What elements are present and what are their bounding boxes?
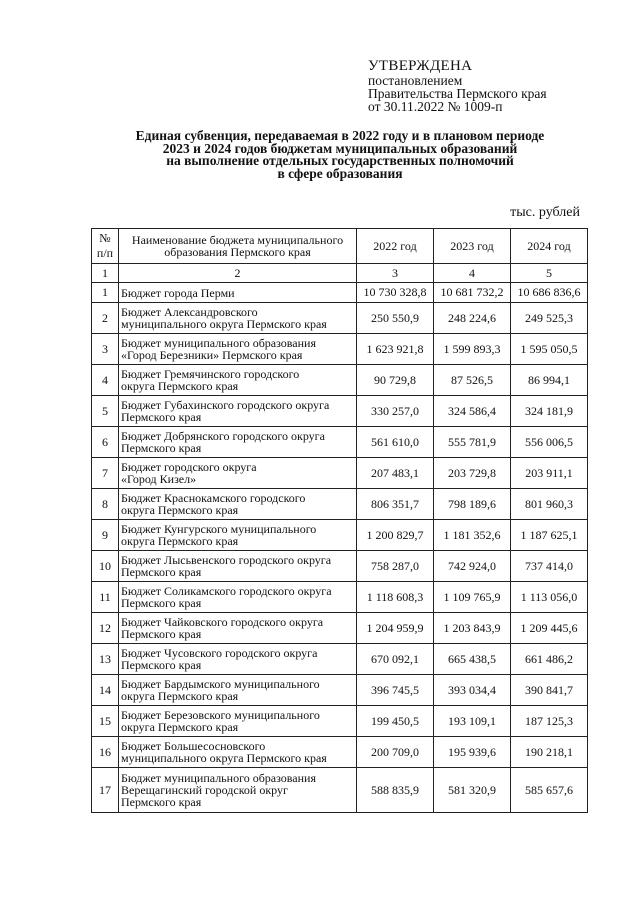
row-number: 10 [92, 551, 119, 582]
column-index-cell: 1 [92, 264, 119, 283]
amount-2023: 10 681 732,2 [434, 283, 511, 303]
row-number: 2 [92, 303, 119, 334]
budget-name [119, 582, 357, 613]
amount-2024: 1 187 625,1 [511, 520, 588, 551]
row-number: 9 [92, 520, 119, 551]
amount-2022: 10 730 328,8 [357, 283, 434, 303]
column-index-cell: 4 [434, 264, 511, 283]
column-index-cell: 2 [119, 264, 357, 283]
amount-2024: 1 209 445,6 [511, 613, 588, 644]
amount-2024: 187 125,3 [511, 706, 588, 737]
table-header-row [92, 229, 588, 264]
approval-heading: УТВЕРЖДЕНА [368, 58, 473, 74]
title-line-4: в сфере образования [277, 165, 403, 181]
table-row [92, 551, 588, 582]
row-number: 13 [92, 644, 119, 675]
budget-name-line: округа Пермского края [121, 503, 239, 517]
budget-name-line: Бюджет Бардымского муниципального [121, 677, 320, 691]
budget-name [119, 706, 357, 737]
budget-name-line: округа Пермского края [121, 720, 239, 734]
column-index-cell: 5 [511, 264, 588, 283]
table-row [92, 396, 588, 427]
budget-name [119, 283, 357, 303]
budget-name-line: Бюджет муниципального образования [121, 771, 316, 785]
budget-name [119, 489, 357, 520]
table-row [92, 706, 588, 737]
budget-name-line: Бюджет городского округа [121, 460, 257, 474]
table-row [92, 675, 588, 706]
amount-2022: 199 450,5 [357, 706, 434, 737]
table-row [92, 303, 588, 334]
amount-2023: 248 224,6 [434, 303, 511, 334]
column-index-cell: 3 [357, 264, 434, 283]
table-row [92, 737, 588, 768]
approval-line-resolution: постановлением [368, 73, 463, 88]
budget-name-line: Бюджет Березовского муниципального [121, 708, 320, 722]
budget-name-line: Пермского края [121, 627, 202, 641]
budget-name [119, 768, 357, 813]
amount-2024: 190 218,1 [511, 737, 588, 768]
row-number: 15 [92, 706, 119, 737]
row-number: 7 [92, 458, 119, 489]
title-line-3: на выполнение отдельных государственных полномочий [166, 153, 514, 168]
budget-name [119, 613, 357, 644]
amount-2022: 806 351,7 [357, 489, 434, 520]
amount-2024: 661 486,2 [511, 644, 588, 675]
budget-name-line: Пермского края [121, 565, 202, 579]
header-name-line-1: Наименование бюджета муниципального [131, 233, 344, 247]
budget-name-line: Бюджет Александровского [121, 305, 258, 319]
amount-2023: 393 034,4 [434, 675, 511, 706]
budget-name [119, 334, 357, 365]
amount-2022: 1 118 608,3 [357, 582, 434, 613]
amount-2024: 10 686 836,6 [511, 283, 588, 303]
subvention-table [91, 228, 588, 813]
amount-2023: 1 203 843,9 [434, 613, 511, 644]
amount-2023: 742 924,0 [434, 551, 511, 582]
budget-name-line: Пермского края [121, 596, 202, 610]
amount-2022: 90 729,8 [357, 365, 434, 396]
budget-name-line: Бюджет Краснокамского городского [121, 491, 306, 505]
budget-name-line: Пермского края [121, 441, 202, 455]
budget-name-line: Бюджет Добрянского городского округа [121, 429, 325, 443]
row-number: 4 [92, 365, 119, 396]
row-number: 8 [92, 489, 119, 520]
approval-line-government: Правительства Пермского края [368, 86, 547, 101]
budget-name [119, 303, 357, 334]
amount-2022: 588 835,9 [357, 768, 434, 813]
table-row [92, 283, 588, 303]
budget-name [119, 365, 357, 396]
amount-2023: 324 586,4 [434, 396, 511, 427]
budget-name-line: Бюджет Чайковского городского округа [121, 615, 324, 629]
amount-2022: 1 623 921,8 [357, 334, 434, 365]
amount-2023: 581 320,9 [434, 768, 511, 813]
budget-name [119, 737, 357, 768]
row-number: 1 [92, 283, 119, 303]
header-number-abbr: п/п [96, 246, 114, 260]
approval-line-date-number: от 30.11.2022 № 1009-п [368, 99, 503, 114]
header-number-symbol: № [99, 231, 111, 245]
title-line-2: 2023 и 2024 годов бюджетам муниципальных образований [162, 140, 518, 156]
budget-name [119, 520, 357, 551]
budget-name-line: Бюджет города Перми [121, 285, 235, 300]
row-number: 16 [92, 737, 119, 768]
amount-2024: 203 911,1 [511, 458, 588, 489]
header-number [92, 229, 119, 264]
budget-name-line: Пермского края [121, 658, 202, 672]
budget-name-line: муниципального округа Пермского края [121, 317, 327, 331]
table-row [92, 582, 588, 613]
budget-name-line: «Город Березники» Пермского края [121, 348, 303, 362]
budget-name [119, 458, 357, 489]
amount-2024: 585 657,6 [511, 768, 588, 813]
amount-2022: 670 092,1 [357, 644, 434, 675]
amount-2024: 737 414,0 [511, 551, 588, 582]
table-row [92, 365, 588, 396]
amount-2024: 556 006,5 [511, 427, 588, 458]
header-budget-name [119, 229, 357, 264]
budget-name-line: Бюджет Чусовского городского округа [121, 646, 318, 660]
units-label: тыс. рублей [510, 205, 580, 220]
amount-2022: 250 550,9 [357, 303, 434, 334]
amount-2022: 1 204 959,9 [357, 613, 434, 644]
budget-name-line: муниципального округа Пермского края [121, 751, 327, 765]
budget-name [119, 551, 357, 582]
amount-2022: 758 287,0 [357, 551, 434, 582]
amount-2022: 561 610,0 [357, 427, 434, 458]
amount-2023: 798 189,6 [434, 489, 511, 520]
budget-name-line: Верещагинский городской округ [121, 783, 288, 797]
row-number: 17 [92, 768, 119, 813]
budget-name-line: Бюджет Соликамского городского округа [121, 584, 332, 598]
amount-2022: 200 709,0 [357, 737, 434, 768]
amount-2023: 1 109 765,9 [434, 582, 511, 613]
budget-name-line: округа Пермского края [121, 689, 239, 703]
budget-name-line: Пермского края [121, 795, 202, 809]
amount-2023: 203 729,8 [434, 458, 511, 489]
row-number: 11 [92, 582, 119, 613]
header-name-line-2: образования Пермского края [164, 245, 311, 259]
amount-2023: 195 939,6 [434, 737, 511, 768]
amount-2023: 87 526,5 [434, 365, 511, 396]
budget-name [119, 396, 357, 427]
approval-stamp [368, 58, 547, 113]
row-number: 5 [92, 396, 119, 427]
budget-name-line: Бюджет Лысьвенского городского округа [121, 553, 332, 567]
table-row [92, 520, 588, 551]
budget-name-line: Бюджет Губахинского городского округа [121, 398, 330, 412]
budget-name-line: Пермского края [121, 410, 202, 424]
table-row [92, 644, 588, 675]
amount-2024: 86 994,1 [511, 365, 588, 396]
amount-2024: 801 960,3 [511, 489, 588, 520]
budget-name-line: округа Пермского края [121, 379, 239, 393]
table-row [92, 458, 588, 489]
document-title [60, 130, 620, 180]
amount-2024: 1 113 056,0 [511, 582, 588, 613]
budget-name-line: Бюджет Кунгурского муниципального [121, 522, 317, 536]
budget-name-line: округа Пермского края [121, 534, 239, 548]
row-number: 14 [92, 675, 119, 706]
table-row [92, 427, 588, 458]
table-row [92, 489, 588, 520]
budget-name [119, 427, 357, 458]
header-2024: 2024 год [511, 229, 588, 264]
table-row [92, 334, 588, 365]
budget-name-line: Бюджет Большесосновского [121, 739, 266, 753]
amount-2022: 207 483,1 [357, 458, 434, 489]
header-2022: 2022 год [357, 229, 434, 264]
budget-name-line: «Город Кизел» [121, 472, 197, 486]
column-index-row [92, 264, 588, 283]
row-number: 6 [92, 427, 119, 458]
amount-2022: 396 745,5 [357, 675, 434, 706]
title-line-1: Единая субвенция, передаваемая в 2022 году и в плановом периоде [135, 128, 545, 143]
amount-2022: 330 257,0 [357, 396, 434, 427]
amount-2023: 193 109,1 [434, 706, 511, 737]
table-row [92, 768, 588, 813]
table-row [92, 613, 588, 644]
amount-2023: 665 438,5 [434, 644, 511, 675]
row-number: 3 [92, 334, 119, 365]
amount-2023: 555 781,9 [434, 427, 511, 458]
row-number: 12 [92, 613, 119, 644]
amount-2023: 1 181 352,6 [434, 520, 511, 551]
header-2023: 2023 год [434, 229, 511, 264]
amount-2024: 390 841,7 [511, 675, 588, 706]
budget-name-line: Бюджет Гремячинского городского [121, 367, 300, 381]
budget-name-line: Бюджет муниципального образования [121, 336, 316, 350]
budget-name [119, 644, 357, 675]
amount-2024: 324 181,9 [511, 396, 588, 427]
amount-2022: 1 200 829,7 [357, 520, 434, 551]
amount-2023: 1 599 893,3 [434, 334, 511, 365]
amount-2024: 1 595 050,5 [511, 334, 588, 365]
amount-2024: 249 525,3 [511, 303, 588, 334]
budget-name [119, 675, 357, 706]
